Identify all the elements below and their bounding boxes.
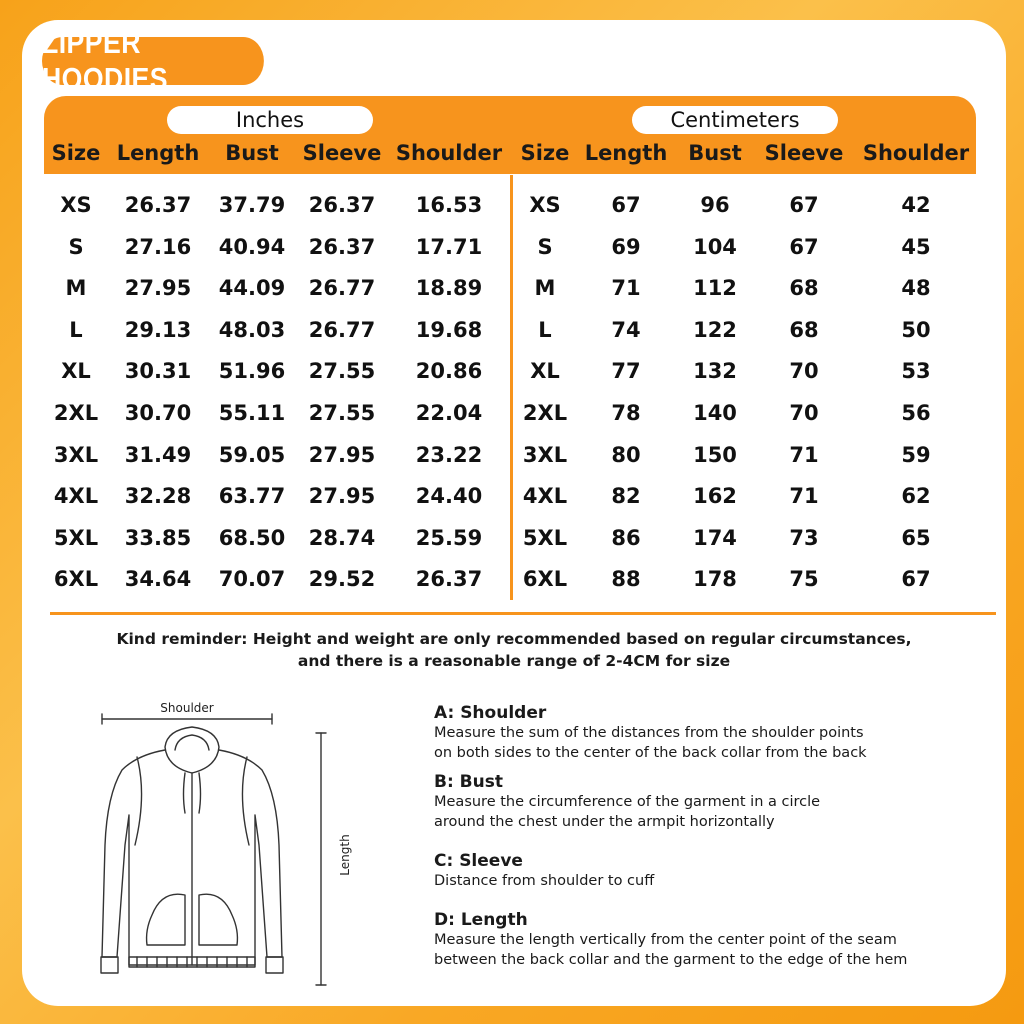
inches-cell: 27.95 bbox=[124, 276, 192, 301]
inches-cell: 29.13 bbox=[124, 317, 192, 342]
centimeters-cell: 162 bbox=[693, 484, 737, 509]
inches-cell: M bbox=[65, 276, 87, 301]
centimeters-cell: 74 bbox=[611, 317, 641, 342]
inches-header-sleeve: Sleeve bbox=[302, 141, 382, 165]
centimeters-cell: 71 bbox=[789, 484, 819, 509]
centimeters-cell: L bbox=[538, 317, 552, 342]
centimeters-cell: 67 bbox=[789, 193, 819, 217]
centimeters-cell: 174 bbox=[693, 525, 737, 550]
inches-cell: 37.79 bbox=[218, 193, 286, 217]
centimeters-unit-label: Centimeters bbox=[632, 106, 838, 134]
page-title: ZIPPER HOODIES bbox=[42, 37, 264, 85]
measurement-description: Measure the circumference of the garment in a circle bbox=[434, 794, 821, 810]
centimeters-header-shoulder: Shoulder bbox=[862, 141, 970, 165]
inches-cell: 70.07 bbox=[218, 567, 286, 592]
centimeters-cell: 65 bbox=[901, 525, 931, 550]
centimeters-cell: 56 bbox=[901, 401, 931, 425]
inches-cell: 19.68 bbox=[415, 317, 483, 342]
measurement-title: B: Bust bbox=[434, 772, 503, 792]
inches-cell: L bbox=[69, 317, 83, 342]
inches-header-length: Length bbox=[116, 141, 200, 165]
inches-cell: 48.03 bbox=[218, 317, 286, 342]
inches-cell: 34.64 bbox=[124, 567, 192, 592]
centimeters-cell: 82 bbox=[611, 484, 641, 509]
centimeters-cell: 45 bbox=[901, 234, 931, 259]
centimeters-cell: 71 bbox=[789, 442, 819, 467]
centimeters-cell: 3XL bbox=[522, 442, 568, 467]
centimeters-cell: 86 bbox=[611, 525, 641, 550]
inches-cell: 6XL bbox=[53, 567, 99, 592]
inches-cell: 26.37 bbox=[124, 193, 192, 217]
centimeters-cell: 73 bbox=[789, 525, 819, 550]
inches-cell: 59.05 bbox=[218, 442, 286, 467]
inches-cell: 27.95 bbox=[308, 442, 376, 467]
inches-cell: 5XL bbox=[53, 525, 99, 550]
inches-cell: 24.40 bbox=[415, 484, 483, 509]
centimeters-cell: 96 bbox=[700, 193, 730, 217]
centimeters-cell: 70 bbox=[789, 359, 819, 384]
inches-cell: 32.28 bbox=[124, 484, 192, 509]
centimeters-cell: 70 bbox=[789, 401, 819, 425]
centimeters-cell: 53 bbox=[901, 359, 931, 384]
inches-cell: 30.31 bbox=[124, 359, 192, 384]
inches-cell: 2XL bbox=[53, 401, 99, 425]
inches-header-size: Size bbox=[51, 141, 101, 165]
centimeters-cell: 80 bbox=[611, 442, 641, 467]
inches-cell: 25.59 bbox=[415, 525, 483, 550]
inches-cell: 55.11 bbox=[218, 401, 286, 425]
measurement-description: Measure the length vertically from the center point of the seam bbox=[434, 932, 897, 948]
measurement-description: around the chest under the armpit horizontally bbox=[434, 813, 775, 830]
centimeters-cell: 48 bbox=[901, 276, 931, 301]
centimeters-cell: 42 bbox=[901, 193, 931, 217]
inches-cell: 51.96 bbox=[218, 359, 286, 384]
inches-cell: 18.89 bbox=[415, 276, 483, 301]
centimeters-cell: 6XL bbox=[522, 567, 568, 592]
inches-cell: 40.94 bbox=[218, 234, 286, 259]
centimeters-header-length: Length bbox=[584, 141, 668, 165]
measurement-description: Measure the sum of the distances from the shoulder points bbox=[434, 725, 864, 741]
inches-cell: 23.22 bbox=[415, 442, 483, 467]
measurement-item bbox=[434, 850, 654, 892]
section-divider bbox=[50, 612, 996, 615]
inches-cell: 16.53 bbox=[415, 193, 483, 217]
inches-cell: 44.09 bbox=[218, 276, 286, 301]
centimeters-header-sleeve: Sleeve bbox=[764, 141, 844, 165]
inches-header-bust: Bust bbox=[225, 141, 279, 165]
inches-cell: 26.77 bbox=[308, 317, 376, 342]
kind-reminder bbox=[22, 628, 1006, 672]
centimeters-cell: 4XL bbox=[522, 484, 568, 509]
inches-cell: 28.74 bbox=[308, 525, 376, 550]
shoulder-label: Shoulder bbox=[160, 701, 214, 715]
centimeters-cell: 67 bbox=[611, 193, 641, 217]
inches-cell: XS bbox=[60, 193, 92, 217]
centimeters-cell: 150 bbox=[693, 442, 737, 467]
centimeters-cell: 59 bbox=[901, 442, 931, 467]
centimeters-cell: 50 bbox=[901, 317, 931, 342]
centimeters-cell: M bbox=[534, 276, 556, 301]
inches-cell: 31.49 bbox=[124, 442, 192, 467]
measurement-item bbox=[434, 702, 867, 763]
inches-cell: XL bbox=[61, 359, 91, 384]
inches-cell: 63.77 bbox=[218, 484, 286, 509]
inches-cell: 29.52 bbox=[308, 567, 376, 592]
centimeters-header-bust: Bust bbox=[688, 141, 742, 165]
reminder-line-1: Kind reminder: Height and weight are only recommended based on regular circumstances, bbox=[116, 630, 912, 648]
inches-cell: 22.04 bbox=[415, 401, 483, 425]
centimeters-cell: 71 bbox=[611, 276, 641, 301]
inches-cell: 17.71 bbox=[415, 234, 483, 259]
centimeters-cell: XS bbox=[529, 193, 561, 217]
inches-header-shoulder: Shoulder bbox=[395, 141, 503, 165]
centimeters-cell: 140 bbox=[693, 401, 737, 425]
inches-cell: 27.95 bbox=[308, 484, 376, 509]
measurement-description: on both sides to the center of the back collar from the back bbox=[434, 744, 867, 761]
centimeters-cell: 78 bbox=[611, 401, 641, 425]
centimeters-cell: 5XL bbox=[522, 525, 568, 550]
centimeters-header-size: Size bbox=[520, 141, 570, 165]
measurement-item bbox=[434, 909, 907, 970]
centimeters-cell: S bbox=[537, 234, 553, 259]
centimeters-cell: 178 bbox=[693, 567, 737, 592]
inches-cell: 26.37 bbox=[308, 193, 376, 217]
inches-cell: 27.55 bbox=[308, 401, 376, 425]
inches-cell: 26.77 bbox=[308, 276, 376, 301]
inches-cell: 27.55 bbox=[308, 359, 376, 384]
centimeters-cell: 132 bbox=[693, 359, 737, 384]
centimeters-cell: 67 bbox=[901, 567, 931, 592]
inches-cell: 20.86 bbox=[415, 359, 483, 384]
inches-cell: 3XL bbox=[53, 442, 99, 467]
centimeters-cell: 104 bbox=[693, 234, 737, 259]
inches-cell: 68.50 bbox=[218, 525, 286, 550]
inches-cell: 27.16 bbox=[124, 234, 192, 259]
measurement-title: D: Length bbox=[434, 910, 528, 930]
centimeters-cell: 68 bbox=[789, 317, 819, 342]
centimeters-cell: 75 bbox=[789, 567, 819, 592]
inches-cell: S bbox=[68, 234, 84, 259]
centimeters-cell: 88 bbox=[611, 567, 641, 592]
centimeters-cell: 77 bbox=[611, 359, 641, 384]
inches-cell: 26.37 bbox=[415, 567, 483, 592]
inches-cell: 33.85 bbox=[124, 525, 192, 550]
table-divider-vertical bbox=[510, 175, 513, 600]
inches-cell: 4XL bbox=[53, 484, 99, 509]
centimeters-cell: 62 bbox=[901, 484, 931, 509]
inches-cell: 30.70 bbox=[124, 401, 192, 425]
inches-unit-label: Inches bbox=[167, 106, 373, 134]
hoodie-diagram bbox=[77, 695, 377, 995]
measurement-item bbox=[434, 771, 820, 832]
centimeters-cell: 112 bbox=[693, 276, 737, 301]
measurement-title: A: Shoulder bbox=[434, 703, 547, 723]
centimeters-cell: 2XL bbox=[522, 401, 568, 425]
centimeters-cell: 122 bbox=[693, 317, 737, 342]
centimeters-cell: 68 bbox=[789, 276, 819, 301]
measurement-description: between the back collar and the garment to the edge of the hem bbox=[434, 951, 908, 968]
length-label: Length bbox=[338, 834, 352, 876]
centimeters-cell: 67 bbox=[789, 234, 819, 259]
measurement-description: Distance from shoulder to cuff bbox=[434, 873, 655, 889]
reminder-line-2: and there is a reasonable range of 2-4CM for size bbox=[297, 652, 731, 670]
measurement-title: C: Sleeve bbox=[434, 851, 523, 871]
size-chart-card bbox=[22, 20, 1006, 1006]
centimeters-cell: XL bbox=[530, 359, 560, 384]
centimeters-cell: 69 bbox=[611, 234, 641, 259]
inches-cell: 26.37 bbox=[308, 234, 376, 259]
